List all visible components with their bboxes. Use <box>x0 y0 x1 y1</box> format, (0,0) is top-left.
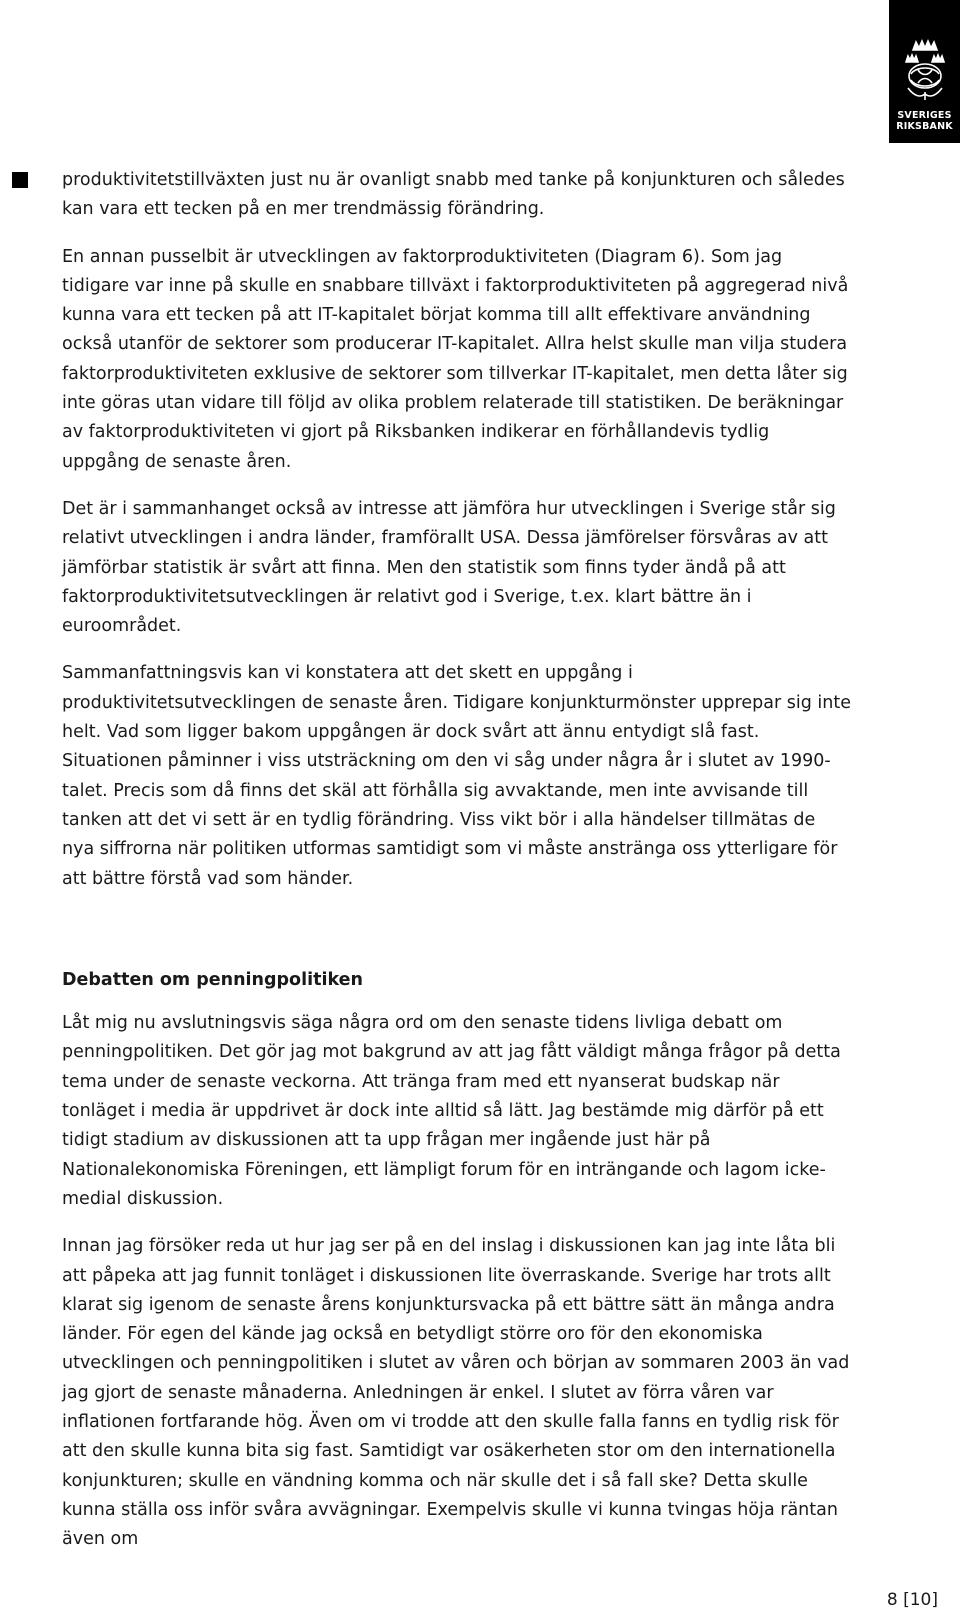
document-body <box>62 166 852 1572</box>
paragraph: produktivitetstillväxten just nu är ovanligt snabb med tanke på konjunkturen och således kan vara ett tecken på en mer trendmässig förändring. <box>62 170 845 220</box>
riksbank-logo <box>889 0 960 143</box>
page-number: 8 [10] <box>886 1590 938 1610</box>
logo-text-line2: RIKSBANK <box>896 121 953 132</box>
paragraph: Innan jag försöker reda ut hur jag ser på en del inslag i diskussionen kan jag inte låta bli att påpeka att jag funnit tonläget i diskussionen lite överraskande. Sverige har trots allt klarat sig igenom de senaste årens konjunktursvacka på ett bättre sätt än många andra länder. För egen del kände jag också en betydligt större oro för den ekonomiska utvecklingen och penningpolitiken i slutet av våren och början av sommaren 2003 än vad jag gjort de senaste månaderna. Anledningen är enkel. I slutet av förra våren var inflationen fortfarande hög. Även om vi trodde att den skulle falla fanns en tydlig risk för att den skulle kunna bita sig fast. Samtidigt var osäkerheten stor om den internationella konjunkturen; skulle en vändning komma och när skulle det i så fall ske? Detta skulle kunna ställa oss inför svåra avvägningar. Exempelvis skulle vi kunna tvingas höja räntan även om <box>62 1236 850 1550</box>
crown-crest-icon <box>900 36 950 106</box>
paragraph: En annan pusselbit är utvecklingen av faktorproduktiviteten (Diagram 6). Som jag tidigare var inne på skulle en snabbare tillväxt i faktorproduktiviteten på aggregerad nivå kunna vara ett tecken på att IT-kapitalet börjat komma till allt effektivare användning också utanför de sektorer som producerar IT-kapitalet. Allra helst skulle man vilja studera faktorproduktiviteten exklusive de sektorer som tillverkar IT-kapitalet, men detta låter sig inte göras utan vidare till följd av olika problem relaterade till statistiken. De beräkningar av faktorproduktiviteten vi gjort på Riksbanken indikerar en förhållandevis tydlig uppgång de senaste åren. <box>62 246 849 472</box>
section-heading: Debatten om penningpolitiken <box>62 969 363 990</box>
paragraph: Det är i sammanhanget också av intresse att jämföra hur utvecklingen i Sverige står sig relativt utvecklingen i andra länder, framförallt USA. Dessa jämförelser försvåras av att jämförbar statistik är svårt att finna. Men den statistik som finns tyder ändå på att faktorproduktivitetsutvecklingen är relativt god i Sverige, t.ex. klart bättre än i euroområdet. <box>62 498 836 637</box>
paragraph: Låt mig nu avslutningsvis säga några ord om den senaste tidens livliga debatt om penningpolitiken. Det gör jag mot bakgrund av att jag fått väldigt många frågor på detta tema under de senaste veckorna. Att tränga fram med ett nyanserat budskap när tonläget i media är uppdrivet är dock inte alltid så lätt. Jag bestämde mig därför på ett tidigt stadium av diskussionen att ta upp frågan mer ingående just här på Nationalekonomiska Föreningen, ett lämpligt forum för en inträngande och lagom icke-medial diskussion. <box>62 1013 841 1209</box>
paragraph: Sammanfattningsvis kan vi konstatera att det skett en uppgång i produktivitetsutvecklingen de senaste åren. Tidigare konjunkturmönster upprepar sig inte helt. Vad som ligger bakom uppgången är dock svårt att ännu entydigt slå fast. Situationen påminner i viss utsträckning om den vi såg under några år i slutet av 1990-talet. Precis som då finns det skäl att förhålla sig avvaktande, men inte avvisande till tanken att det vi sett är en tydlig förändring. Viss vikt bör i alla händelser tillmätas de nya siffrorna när politiken utformas samtidigt som vi måste anstränga oss ytterligare för att bättre förstå vad som händer. <box>62 663 851 889</box>
section-marker-square <box>12 172 28 188</box>
logo-text-line1: SVERIGES <box>897 110 952 121</box>
